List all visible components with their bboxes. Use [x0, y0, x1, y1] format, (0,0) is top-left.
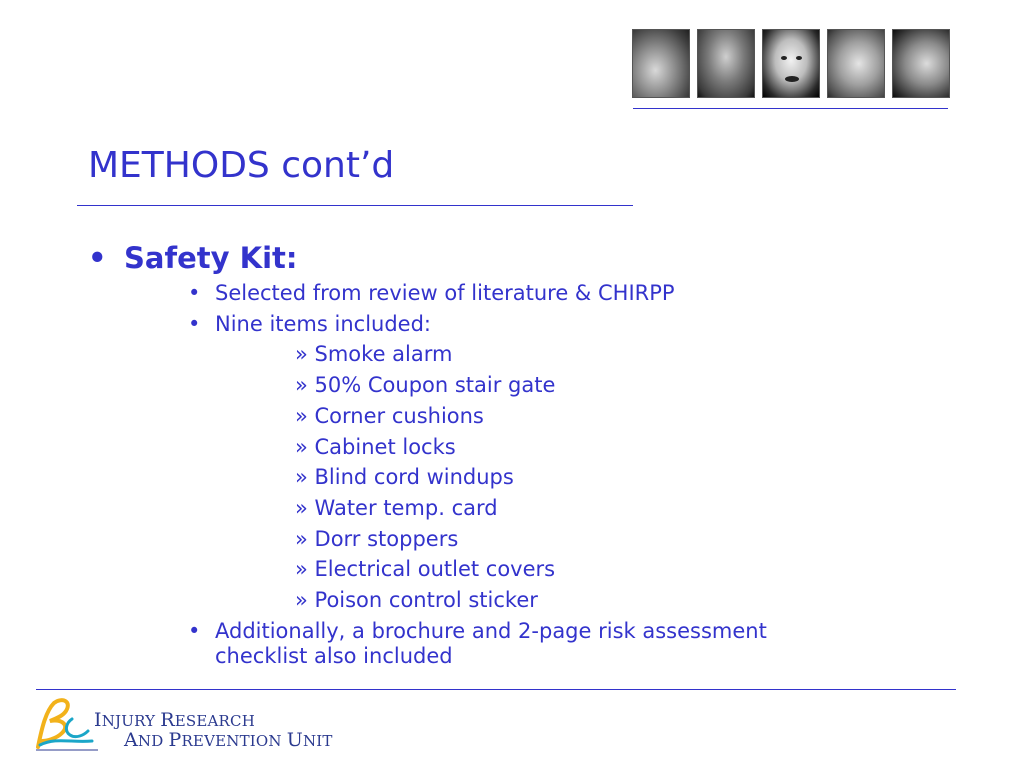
logo-line-1: INJURY RESEARCH	[94, 709, 255, 731]
bc-logo	[32, 697, 333, 753]
footer-rule	[36, 689, 956, 690]
kit-item: » Poison control sticker	[295, 588, 538, 612]
bc-logo-icon	[32, 697, 102, 753]
bullet-icon: •	[88, 241, 107, 275]
list-item	[188, 281, 675, 305]
list-item-text: Additionally, a brochure and 2-page risk assessment	[215, 619, 767, 643]
kit-item: » Cabinet locks	[295, 435, 456, 459]
list-item-continuation: checklist also included	[215, 644, 453, 668]
bullet-icon: •	[188, 619, 201, 643]
list-item	[188, 619, 767, 643]
bullet-icon: •	[188, 312, 201, 336]
bullet-icon: •	[188, 281, 201, 305]
slide-title: METHODS cont’d	[88, 145, 395, 186]
kit-item: » Water temp. card	[295, 496, 498, 520]
list-item-text: Selected from review of literature & CHIRPP	[215, 281, 675, 305]
heading-safety-kit	[88, 241, 297, 275]
heading-label: Safety Kit:	[124, 241, 298, 275]
kit-item: » Smoke alarm	[295, 342, 453, 366]
kit-item: » Corner cushions	[295, 404, 484, 428]
kit-item: » 50% Coupon stair gate	[295, 373, 556, 397]
list-item	[188, 312, 431, 336]
list-item-text: Nine items included:	[215, 312, 431, 336]
logo-line-2: AND PREVENTION UNIT	[124, 729, 333, 751]
kit-item: » Dorr stoppers	[295, 527, 459, 551]
kit-item: » Electrical outlet covers	[295, 557, 556, 581]
kit-item: » Blind cord windups	[295, 465, 514, 489]
